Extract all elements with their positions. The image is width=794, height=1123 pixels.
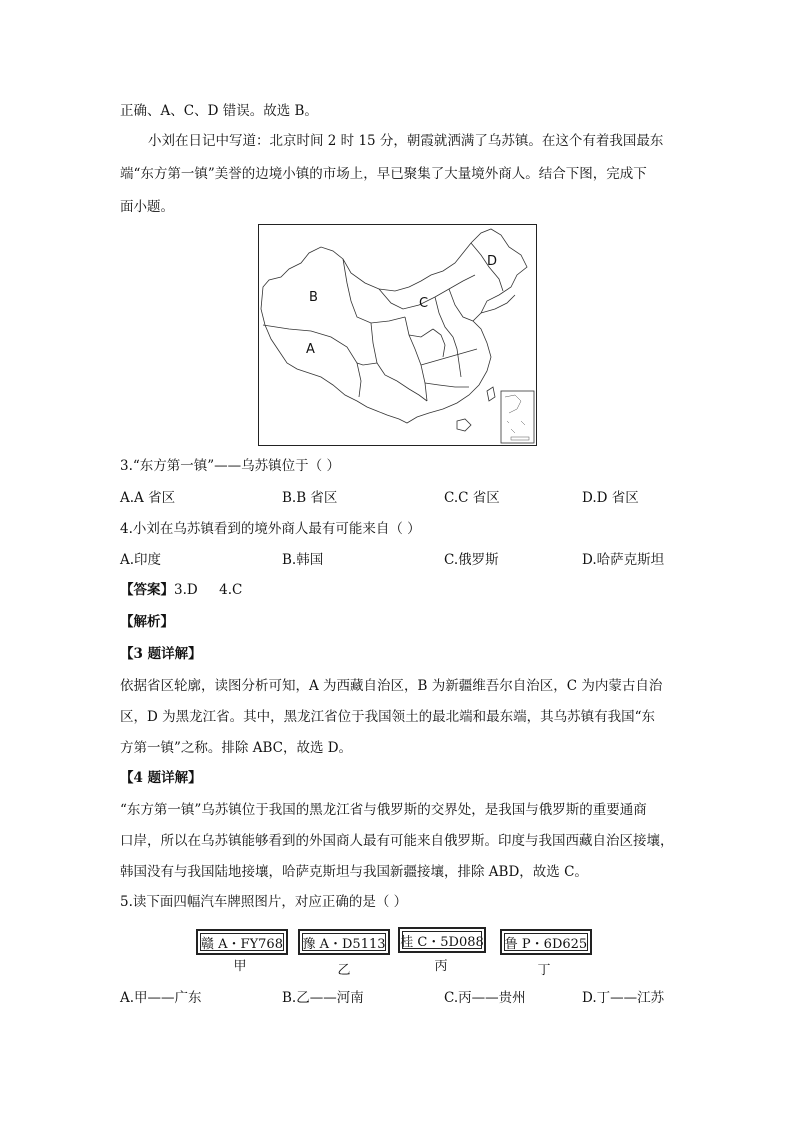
passage-line-1: 小刘在日记中写道：北京时间 2 时 15 分，朝霞就洒满了乌苏镇。在这个有着我国最东 [148, 133, 664, 149]
plate-label-bing: 丙 [434, 959, 448, 974]
answer-text: 3.D 4.C [174, 582, 243, 598]
q3-detail-line-2: 区，D 为黑龙江省。其中，黑龙江省位于我国领土的最北端和最东端，其乌苏镇有我国“东 [120, 709, 656, 725]
map-label-b: B [309, 290, 318, 305]
q5-option-b: B.乙——河南 [282, 990, 364, 1006]
license-plate-yi: 豫 A・D5113 [298, 929, 390, 955]
plate-label-yi: 乙 [337, 963, 351, 978]
china-map-figure [258, 224, 537, 446]
intro-tail: 正确、A、C、D 错误。故选 B。 [120, 103, 318, 119]
q5-option-a: A.甲——广东 [120, 990, 202, 1006]
license-plate-bing: 桂 C・5D088 [398, 927, 486, 953]
q4-option-a: A.印度 [120, 552, 162, 568]
q4-detail-line-2: 口岸，所以在乌苏镇能够看到的外国商人最有可能来自俄罗斯。印度与我国西藏自治区接壤， [120, 833, 674, 849]
q3-option-b: B.B 省区 [282, 490, 338, 506]
china-map-outline [259, 225, 536, 445]
q3-stem: 3.“东方第一镇”——乌苏镇位于（ ） [120, 458, 340, 474]
q5-option-d: D.丁——江苏 [582, 990, 665, 1006]
answer-line [120, 580, 242, 600]
map-label-d: D [487, 254, 498, 269]
q4-detail-label: 【4 题详解】 [120, 770, 202, 786]
q3-option-c: C.C 省区 [444, 490, 500, 506]
q3-detail-label: 【3 题详解】 [120, 646, 202, 662]
q4-detail-line-1: “东方第一镇”乌苏镇位于我国的黑龙江省与俄罗斯的交界处，是我国与俄罗斯的重要通商 [120, 802, 647, 818]
passage-line-3: 面小题。 [120, 199, 174, 215]
analysis-label: 【解析】 [120, 614, 174, 630]
q4-detail-line-3: 韩国没有与我国陆地接壤，哈萨克斯坦与我国新疆接壤，排除 ABD，故选 C。 [120, 864, 588, 880]
plate-label-ding: 丁 [537, 963, 551, 978]
q5-option-c: C.丙——贵州 [444, 990, 526, 1006]
passage-line-2: 端“东方第一镇”美誉的边境小镇的市场上，早已聚集了大量境外商人。结合下图，完成下 [120, 166, 647, 182]
q3-option-a: A.A 省区 [120, 490, 176, 506]
license-plate-jia: 赣 A・FY768 [196, 929, 288, 955]
license-plate-ding: 鲁 P・6D625 [500, 929, 592, 955]
q3-detail-line-1: 依据省区轮廓，读图分析可知，A 为西藏自治区，B 为新疆维吾尔自治区，C 为内蒙古自治 [120, 678, 663, 694]
map-label-c: C [419, 296, 429, 311]
q3-option-d: D.D 省区 [582, 490, 639, 506]
q4-stem: 4.小刘在乌苏镇看到的境外商人最有可能来自（ ） [120, 521, 421, 537]
q4-option-d: D.哈萨克斯坦 [582, 552, 665, 568]
q4-option-b: B.韩国 [282, 552, 324, 568]
map-label-a: A [306, 342, 315, 357]
q4-option-c: C.俄罗斯 [444, 552, 499, 568]
q5-stem: 5.读下面四幅汽车牌照图片，对应正确的是（ ） [120, 894, 408, 910]
q3-detail-line-3: 方第一镇”之称。排除 ABC，故选 D。 [120, 740, 353, 756]
answer-label: 【答案】 [120, 582, 174, 598]
plate-label-jia: 甲 [233, 959, 247, 974]
